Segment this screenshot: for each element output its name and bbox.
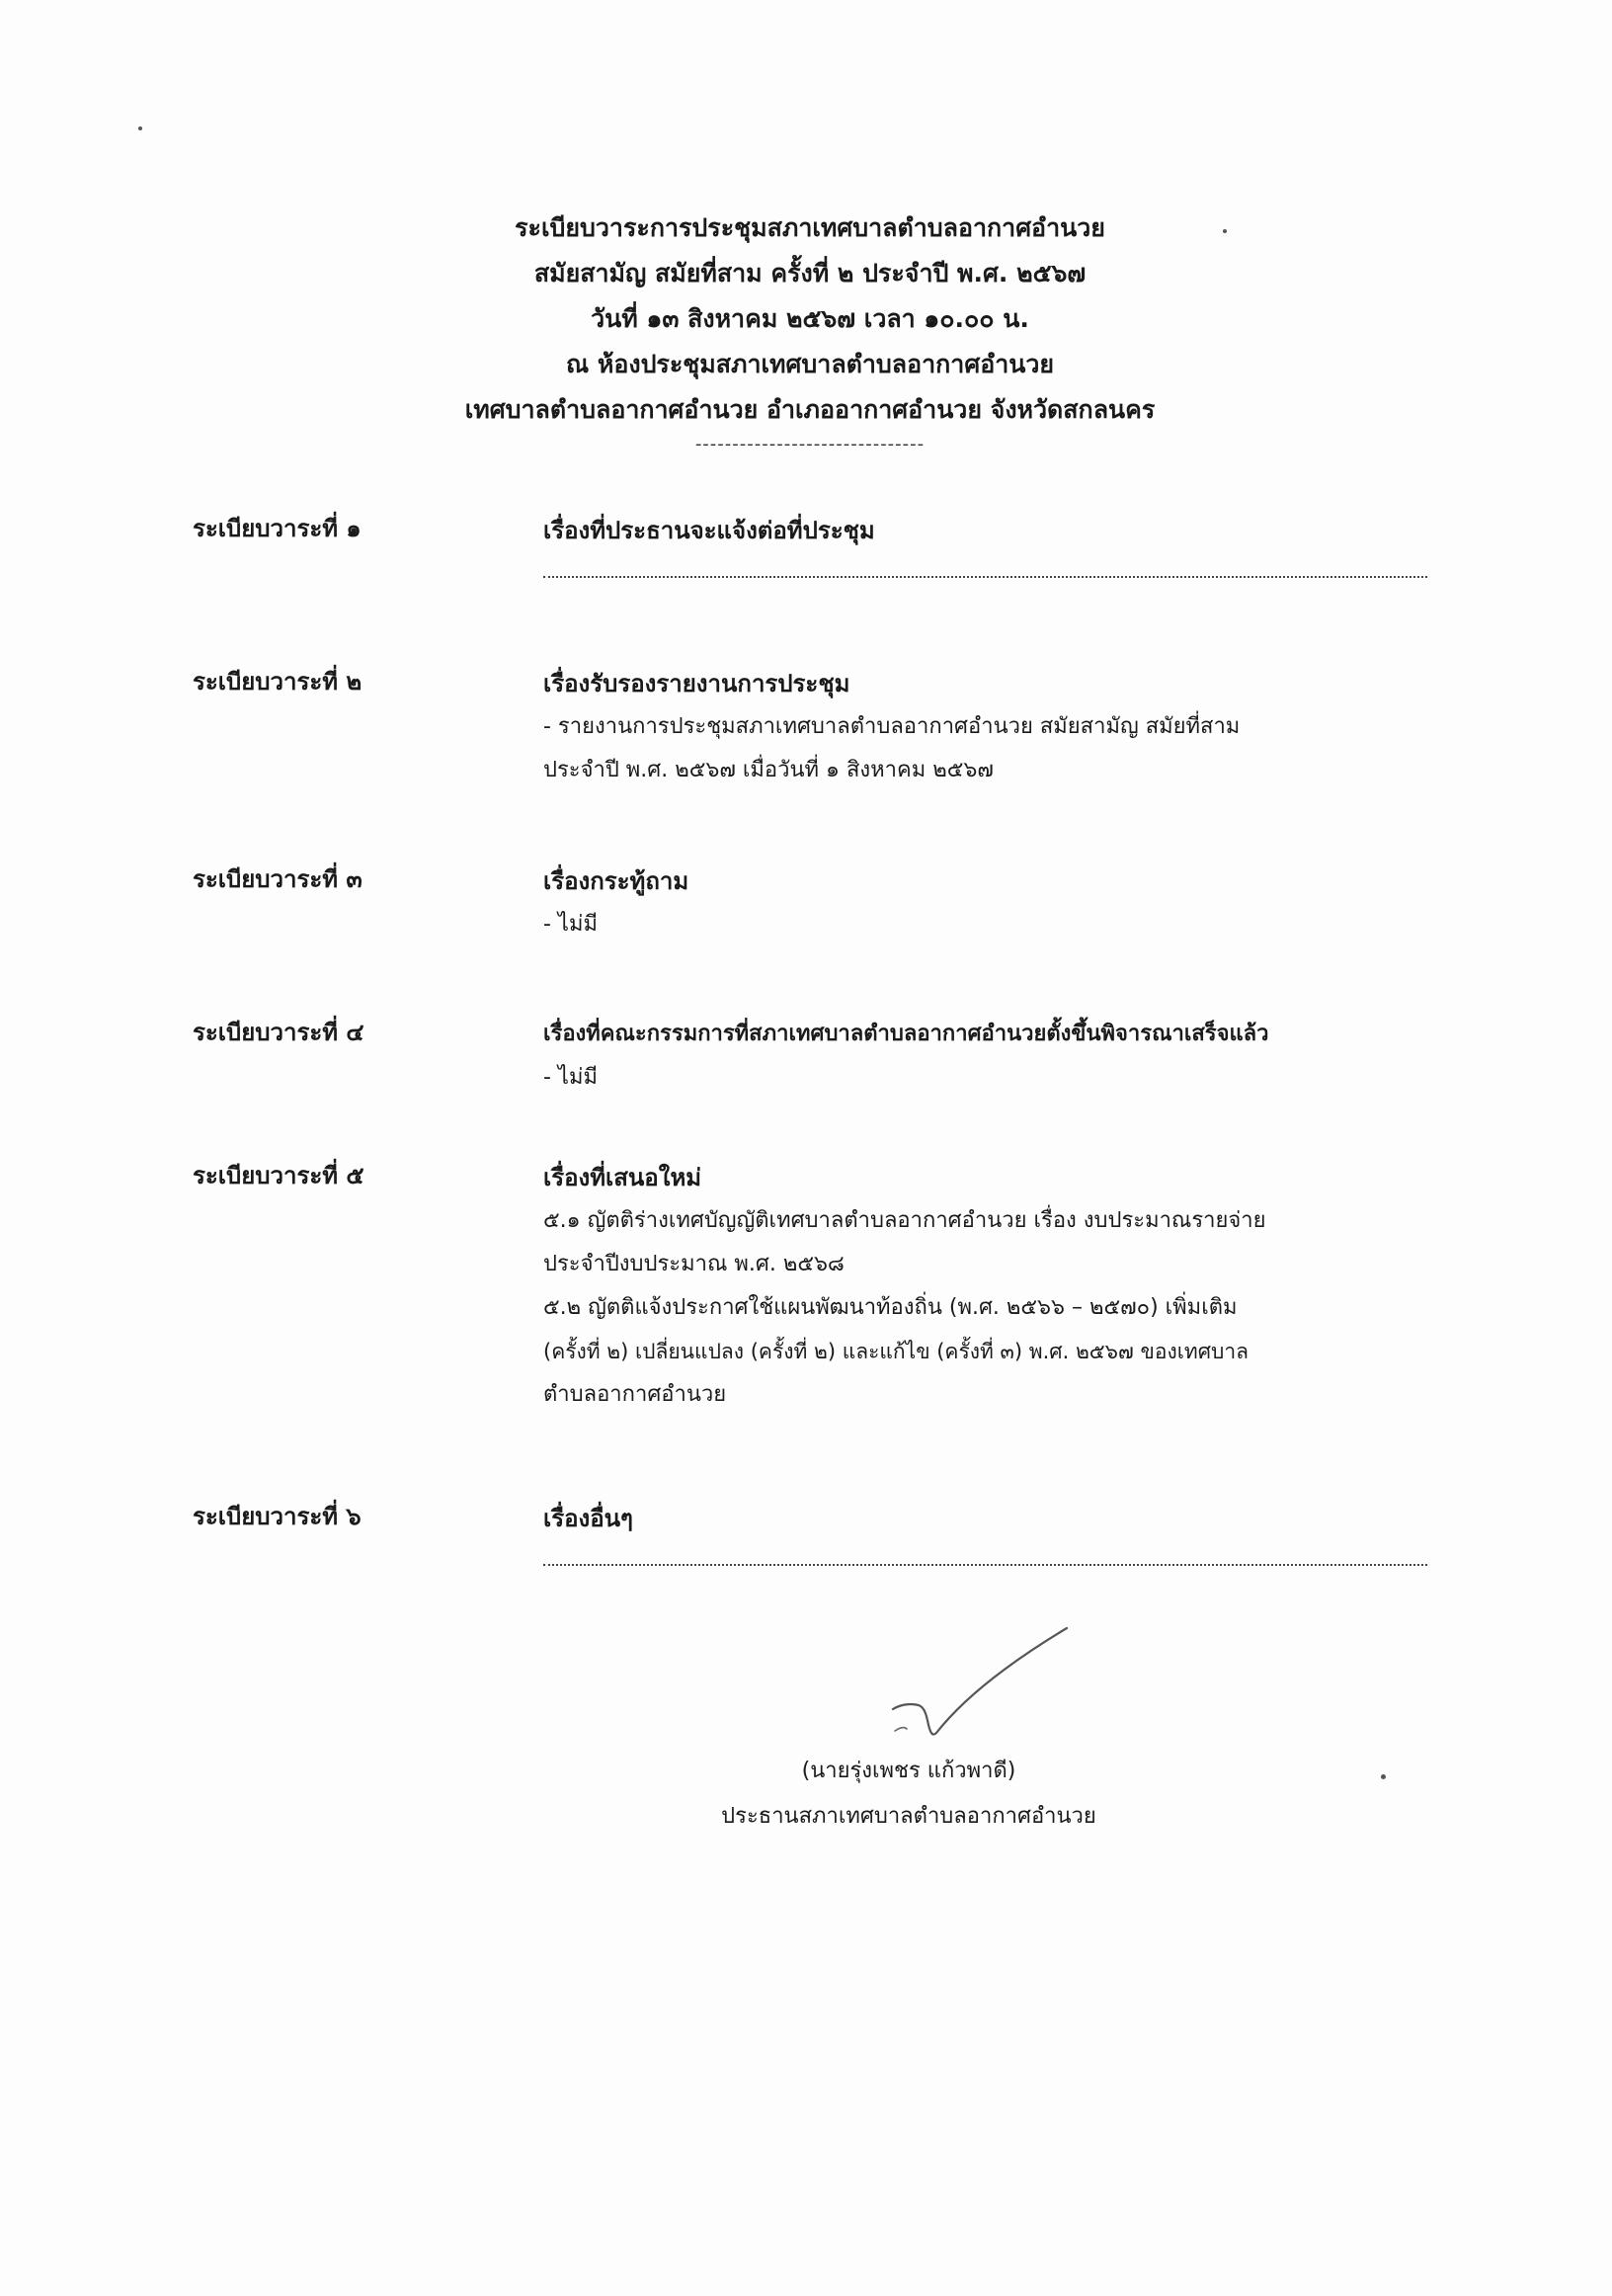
agenda-title: เรื่องที่คณะกรรมการที่สภาเทศบาลตำบลอากาศอำนวยตั้งขึ้นพิจารณาเสร็จแล้ว (543, 1022, 1269, 1046)
document-header (375, 205, 1245, 456)
header-divider: ------------------------------- (694, 434, 926, 454)
scan-speck (138, 126, 142, 130)
agenda-body (543, 1013, 1437, 1100)
agenda-detail-line: - รายงานการประชุมสภาเทศบาลตำบลอากาศอำนวย สมัยสามัญ สมัยที่สาม (543, 714, 1241, 739)
header-title: ระเบียบวาระการประชุมสภาเทศบาลตำบลอากาศอำนวย (515, 213, 1105, 242)
agenda-title: เรื่องที่เสนอใหม่ (543, 1164, 702, 1191)
dotted-fill-line (543, 562, 1427, 578)
agenda-body (543, 1156, 1437, 1417)
handwritten-signature (889, 1620, 1106, 1749)
signatory-position: ประธานสภาเทศบาลตำบลอากาศอำนวย (721, 1804, 1096, 1829)
header-venue: ณ ห้องประชุมสภาเทศบาลตำบลอากาศอำนวย (565, 350, 1055, 378)
agenda-detail-line: ๕.๒ ญัตติแจ้งประกาศใช้แผนพัฒนาท้องถิ่น (พ.ศ. ๒๕๖๖ – ๒๕๗๐) เพิ่มเติม (543, 1295, 1238, 1320)
agenda-label: ระเบียบวาระที่ ๑ (193, 515, 362, 542)
agenda-title: เรื่องรับรองรายงานการประชุม (543, 670, 850, 697)
agenda-body (543, 509, 1437, 578)
agenda-label: ระเบียบวาระที่ ๒ (193, 668, 363, 696)
agenda-title: เรื่องที่ประธานจะแจ้งต่อที่ประชุม (543, 517, 875, 544)
signature-block (612, 1749, 1205, 1840)
agenda-body (543, 860, 1437, 946)
agenda-detail-line: ประจำปีงบประมาณ พ.ศ. ๒๕๖๘ (543, 1252, 845, 1276)
agenda-detail-line: ตำบลอากาศอำนวย (543, 1382, 727, 1407)
agenda-label: ระเบียบวาระที่ ๖ (193, 1503, 362, 1530)
agenda-label: ระเบียบวาระที่ ๕ (193, 1162, 364, 1189)
dotted-fill-line (543, 1550, 1427, 1566)
agenda-detail-line: (ครั้งที่ ๒) เปลี่ยนแปลง (ครั้งที่ ๒) และแก้ไข (ครั้งที่ ๓) พ.ศ. ๒๕๖๗ ของเทศบาล (543, 1340, 1249, 1363)
agenda-detail-line: ประจำปี พ.ศ. ๒๕๖๗ เมื่อวันที่ ๑ สิงหาคม ๒๕๖๗ (543, 758, 994, 782)
signatory-name: (นายรุ่งเพชร แก้วพาดี) (801, 1759, 1016, 1783)
agenda-title: เรื่องกระทู้ถาม (543, 867, 689, 895)
agenda-body (543, 1497, 1437, 1566)
header-date-time: วันที่ ๑๓ สิงหาคม ๒๕๖๗ เวลา ๑๐.๐๐ น. (591, 304, 1029, 333)
agenda-label: ระเบียบวาระที่ ๔ (193, 1019, 364, 1046)
scan-speck (1381, 1774, 1386, 1779)
agenda-label: ระเบียบวาระที่ ๓ (193, 865, 363, 893)
header-location: เทศบาลตำบลอากาศอำนวย อำเภออากาศอำนวย จังหวัดสกลนคร (464, 395, 1156, 424)
agenda-detail-line: ๕.๑ ญัตติร่างเทศบัญญัติเทศบาลตำบลอากาศอำนวย เรื่อง งบประมาณรายจ่าย (543, 1208, 1266, 1233)
header-session: สมัยสามัญ สมัยที่สาม ครั้งที่ ๒ ประจำปี พ.ศ. ๒๕๖๗ (533, 259, 1087, 287)
agenda-title: เรื่องอื่นๆ (543, 1505, 633, 1532)
agenda-detail-line: - ไม่มี (543, 912, 598, 937)
agenda-detail-line: - ไม่มี (543, 1065, 598, 1090)
agenda-body (543, 662, 1437, 792)
